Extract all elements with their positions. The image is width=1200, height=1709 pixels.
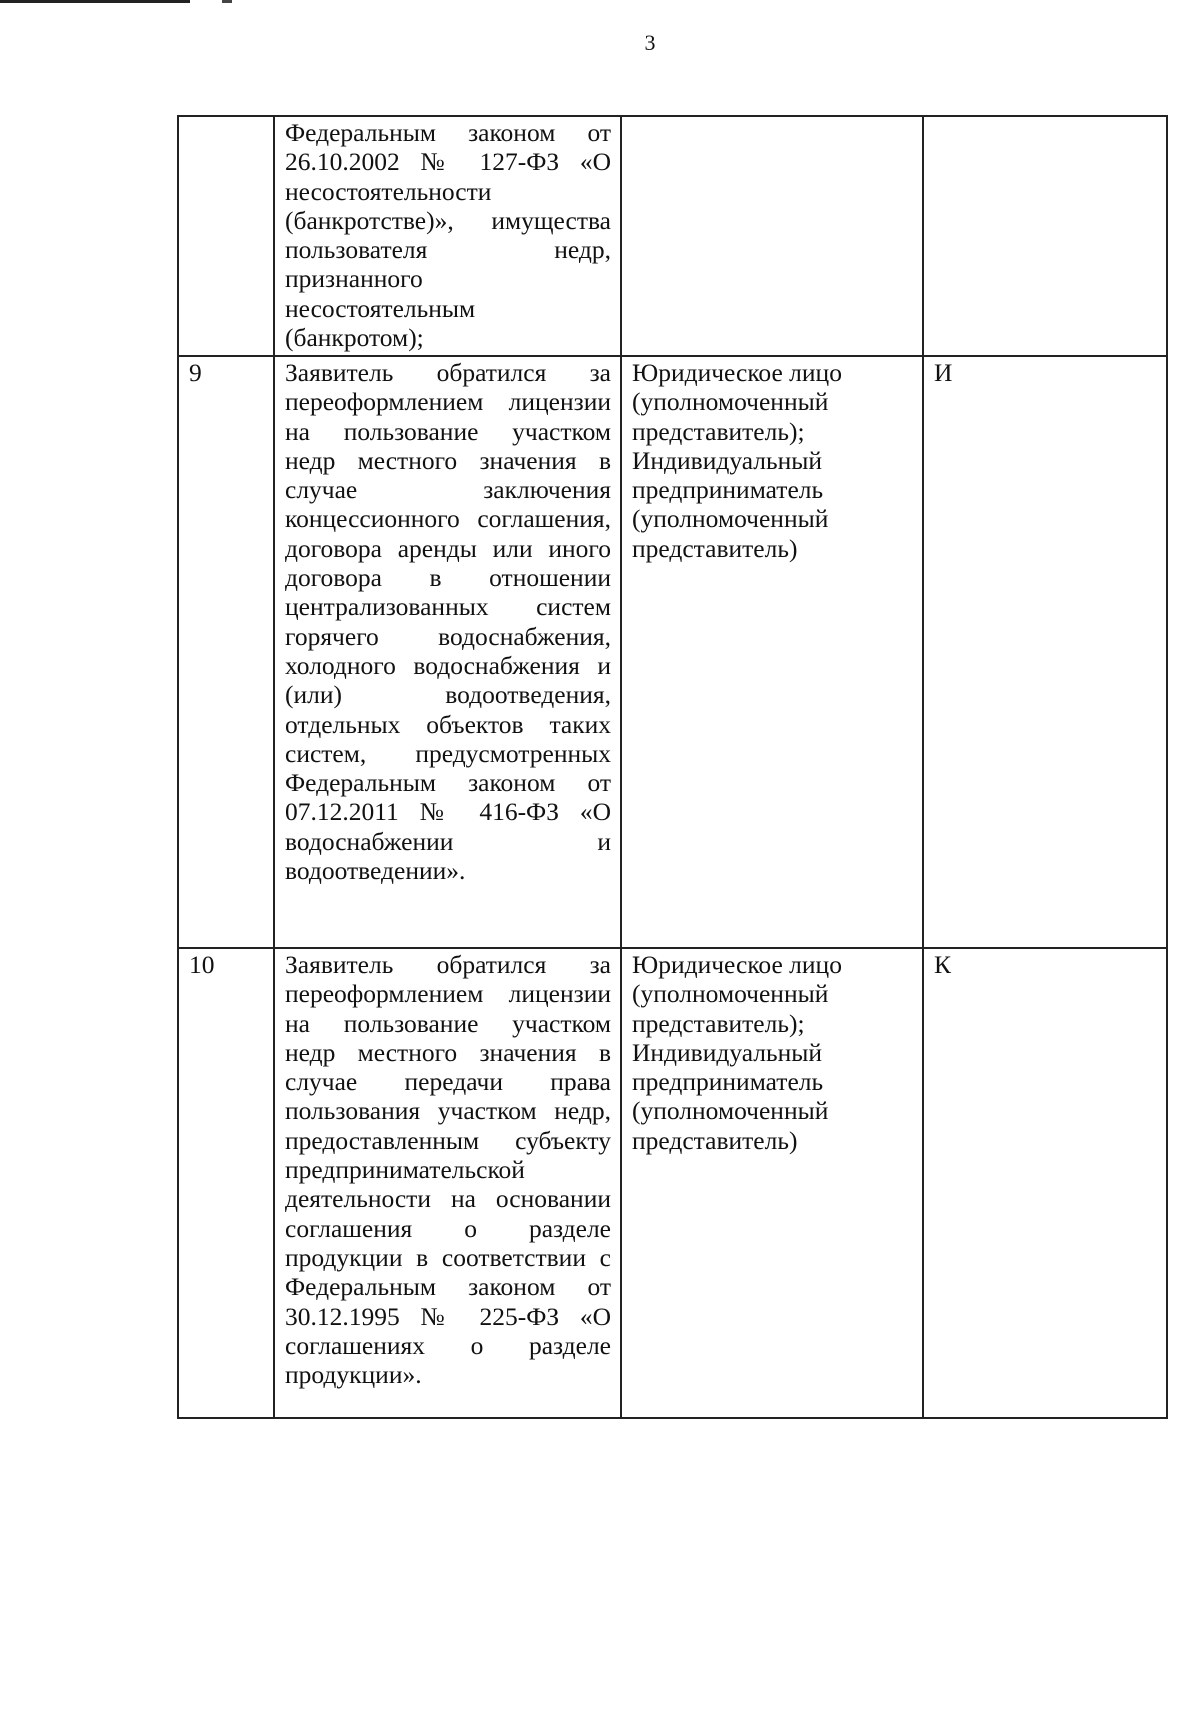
applicant-cell	[621, 116, 923, 356]
table-row	[178, 948, 1167, 1418]
row-number-cell: 9	[178, 356, 274, 948]
condition-cell: Заявитель обратился за переоформлением лицензии на пользование участком недр местного значения в случае заключения концессионного соглашения, договора аренды или иного договора в отношении централизованных систем горячего водоснабжения, холодного водоснабжения и (или) водоотведения, отдельных объектов таких систем, предусмотренных Федеральным законом от 07.12.2011 № 416-ФЗ «О водоснабжении и водоотведении».	[274, 356, 621, 948]
code-cell	[923, 116, 1167, 356]
condition-cell: Федеральным законом от 26.10.2002 № 127-ФЗ «О несостоятельности (банкротстве)», имущества пользователя недр, признанного несостоятельным (банкротом);	[274, 116, 621, 356]
applicant-cell: Юридическое лицо (уполномоченный представитель); Индивидуальный предприниматель (уполномоченный представитель)	[621, 356, 923, 948]
code-cell: И	[923, 356, 1167, 948]
table-row	[178, 116, 1167, 356]
scan-edge-mark-small	[222, 0, 232, 3]
applicant-cell: Юридическое лицо (уполномоченный представитель); Индивидуальный предприниматель (уполномоченный представитель)	[621, 948, 923, 1418]
row-number-cell: 10	[178, 948, 274, 1418]
condition-cell: Заявитель обратился за переоформлением лицензии на пользование участком недр местного значения в случае передачи права пользования участком недр, предоставленным субъекту предпринимательской деятельности на основании соглашения о разделе продукции в соответствии с Федеральным законом от 30.12.1995 № 225-ФЗ «О соглашениях о разделе продукции».	[274, 948, 621, 1418]
code-cell: К	[923, 948, 1167, 1418]
page-number: 3	[644, 30, 656, 55]
variants-table	[177, 115, 1168, 1419]
table-row	[178, 356, 1167, 948]
row-number-cell	[178, 116, 274, 356]
scan-edge-mark	[0, 0, 190, 3]
